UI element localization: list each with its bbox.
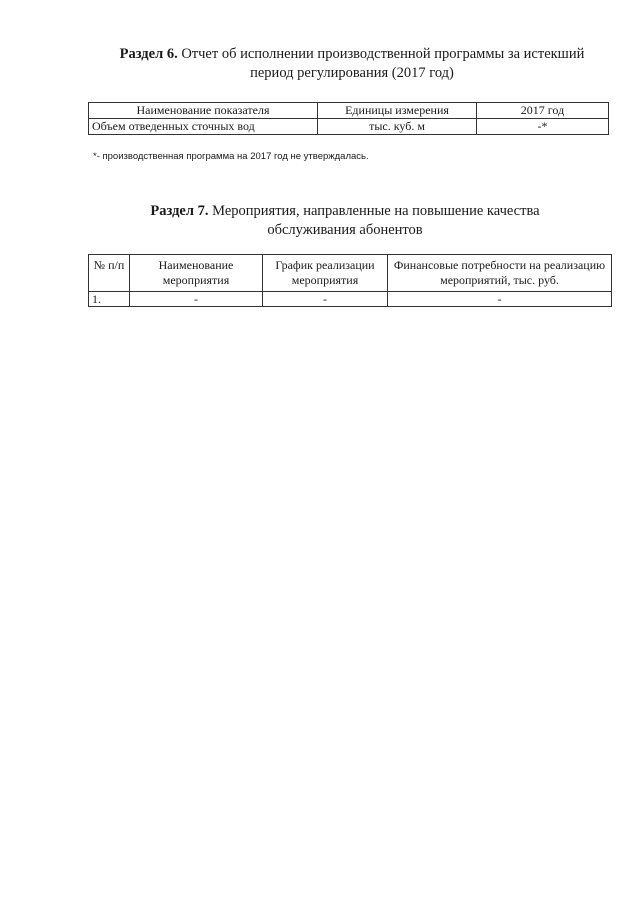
table-row: [89, 119, 609, 135]
table-header-row: [89, 103, 609, 119]
header-year: 2017 год: [477, 103, 609, 119]
header-schedule: График реализации мероприятия: [263, 255, 388, 292]
section-6-title-line1: Отчет об исполнении производственной программы за истекший: [177, 46, 585, 62]
section-7-title-line2: обслуживания абонентов: [267, 222, 423, 238]
footnote: *- производственная программа на 2017 год не утверждалась.: [93, 151, 369, 162]
header-units: Единицы измерения: [318, 103, 477, 119]
production-report-table: [88, 102, 609, 135]
cell-year-value: -*: [477, 119, 609, 135]
table-header-row: [89, 255, 612, 292]
header-number: № п/п: [89, 255, 130, 292]
section-6-title-line2: период регулирования (2017 год): [250, 65, 454, 81]
cell-financial-needs: -: [388, 292, 612, 307]
header-indicator-name: Наименование показателя: [89, 103, 318, 119]
cell-measure-name: -: [130, 292, 263, 307]
section-7-heading: [110, 202, 580, 240]
cell-indicator-name: Объем отведенных сточных вод: [89, 119, 318, 135]
section-7-label: Раздел 7.: [150, 203, 209, 219]
measures-table: [88, 254, 612, 307]
section-6-label: Раздел 6.: [119, 46, 178, 62]
section-7-title-line1: Мероприятия, направленные на повышение качества: [208, 203, 540, 219]
cell-number: 1.: [89, 292, 130, 307]
cell-units: тыс. куб. м: [318, 119, 477, 135]
header-measure-name: Наименование мероприятия: [130, 255, 263, 292]
table-row: [89, 292, 612, 307]
section-6-heading: [92, 45, 612, 83]
header-financial-needs: Финансовые потребности на реализацию мероприятий, тыс. руб.: [388, 255, 612, 292]
cell-schedule: -: [263, 292, 388, 307]
